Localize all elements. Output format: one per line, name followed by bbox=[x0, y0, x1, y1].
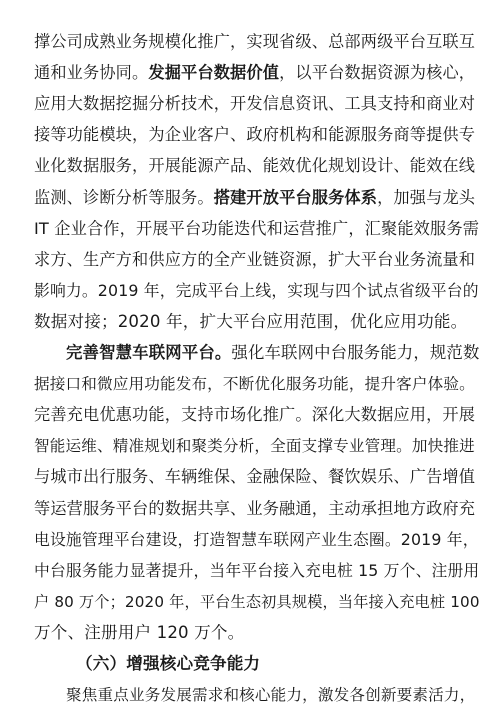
text-segment: 万个、注册用户 120 万个。 bbox=[34, 623, 245, 642]
paragraph-line bbox=[34, 467, 475, 487]
text-segment: 影响力。2019 年，完成平台上线，实现与四个试点省级平台的 bbox=[34, 281, 479, 300]
text-segment: ，加强与龙头 bbox=[377, 188, 476, 207]
section-heading bbox=[76, 654, 260, 674]
text-segment: 户 80 万个；2020 年，平台生态初具规模，当年接入充电桩 100 bbox=[34, 593, 480, 611]
text-segment: 聚焦重点业务发展需求和核心能力，激发各创新要素活力， bbox=[66, 686, 476, 704]
text-segment: 据接口和微应用功能发布，不断优化服务功能，提升客户体验。 bbox=[34, 375, 475, 393]
paragraph-line bbox=[34, 125, 475, 145]
paragraph-line bbox=[34, 312, 467, 332]
text-segment: 等运营服务平台的数据共享、业务融通，主动承担地方政府充 bbox=[34, 499, 476, 518]
bold-text-segment: 发掘平台数据价值 bbox=[148, 63, 280, 82]
text-segment: 完善充电优惠功能，支持市场化推广。深化大数据应用，开展 bbox=[34, 405, 476, 424]
text-segment: 监测、诊断分析等服务。 bbox=[34, 188, 214, 207]
paragraph-line bbox=[34, 405, 475, 425]
bold-text-segment: （六）增强核心竞争能力 bbox=[76, 654, 261, 673]
text-segment: 智能运维、精准规划和聚类分析，全面支撑专业管理。加快推进 bbox=[34, 437, 475, 455]
paragraph-line bbox=[34, 374, 475, 394]
paragraph-line bbox=[34, 281, 479, 301]
text-segment: IT 企业合作，开展平台功能迭代和运营推广，汇聚能效服务需 bbox=[34, 219, 480, 238]
text-segment: ，以平台数据资源为核心， bbox=[279, 63, 476, 82]
bold-text-segment: 搭建开放平台服务体系 bbox=[213, 188, 378, 207]
paragraph-line bbox=[34, 530, 479, 550]
text-segment: 撑公司成熟业务规模化推广，实现省级、总部两级平台互联互 bbox=[34, 32, 476, 51]
text-segment: 通和业务协同。 bbox=[34, 63, 149, 82]
paragraph-line bbox=[34, 219, 479, 239]
paragraph-line bbox=[34, 94, 475, 114]
bold-text-segment: 完善智慧车联网平台。 bbox=[66, 343, 232, 362]
text-segment: 与城市出行服务、车辆维保、金融保险、餐饮娱乐、广告增值 bbox=[34, 467, 476, 486]
text-segment: 接等功能模块，为企业客户、政府机构和能源服务商等提供专 bbox=[34, 125, 476, 144]
text-segment: 业化数据服务，开展能源产品、能效优化规划设计、能效在线 bbox=[34, 156, 476, 175]
paragraph-line bbox=[34, 32, 475, 52]
paragraph-line bbox=[34, 623, 244, 643]
text-segment: 应用大数据挖掘分析技术，开发信息资讯、工具支持和商业对 bbox=[34, 94, 476, 113]
paragraph-line bbox=[66, 685, 475, 705]
paragraph-line bbox=[34, 499, 475, 519]
text-segment: 中台服务能力显著提升，当年平台接入充电桩 15 万个、注册用 bbox=[34, 561, 480, 580]
paragraph-line bbox=[34, 592, 480, 612]
text-segment: 强化车联网中台服务能力，规范数 bbox=[231, 343, 480, 362]
paragraph-line bbox=[34, 250, 475, 270]
paragraph-line bbox=[66, 343, 480, 363]
paragraph-line bbox=[34, 561, 479, 581]
text-segment: 电设施管理平台建设，打造智慧车联网产业生态圈。2019 年， bbox=[34, 530, 479, 549]
paragraph-line bbox=[34, 156, 475, 176]
paragraph-line bbox=[34, 436, 475, 456]
text-segment: 求方、生产方和供应方的全产业链资源，扩大平台业务流量和 bbox=[34, 250, 476, 269]
text-segment: 数据对接；2020 年，扩大平台应用范围，优化应用功能。 bbox=[34, 312, 468, 331]
paragraph-line bbox=[34, 63, 475, 83]
paragraph-line bbox=[34, 188, 475, 208]
